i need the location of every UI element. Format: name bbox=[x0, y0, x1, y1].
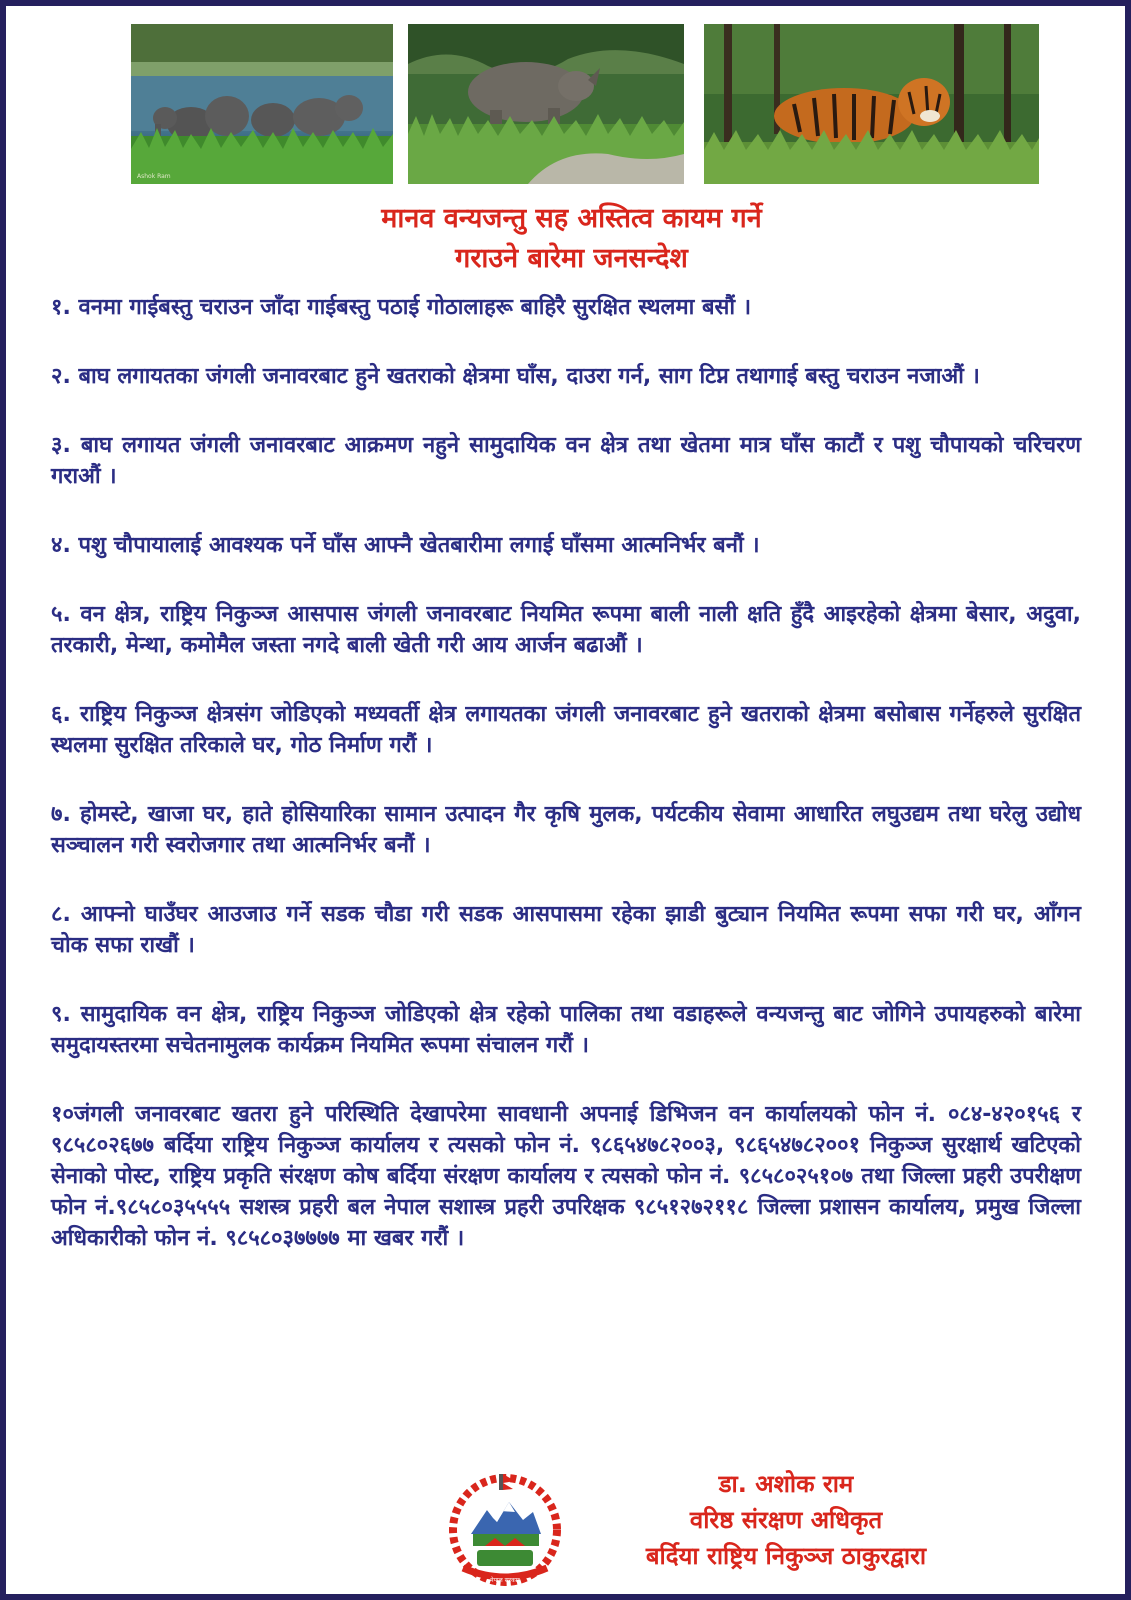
notice-item-3: ३. बाघ लगायत जंगली जनावरबाट आक्रमण नहुने सामुदायिक वन क्षेत्र तथा खेतमा मात्र घाँस काटौं र पशु चौपायको चरिचरण गराऔं । bbox=[51, 433, 1081, 489]
photo-strip bbox=[131, 24, 1039, 184]
notice-item-8: ८. आफ्नो घाउँघर आउजाउ गर्ने सडक चौडा गरी सडक आसपासमा रहेका झाडी बुट्यान नियमित रूपमा सफा गरी घर, आँगन चोक सफा राखौं । bbox=[51, 902, 1081, 958]
notice-body bbox=[51, 292, 1081, 1254]
notice-item-4: ४. पशु चौपायालाई आवश्यक पर्ने घाँस आफ्नै खेतबारीमा लगाई घाँसमा आत्मनिर्भर बनौं । bbox=[51, 533, 760, 558]
nepal-emblem-icon bbox=[443, 1472, 567, 1590]
notice-item-9: ९. सामुदायिक वन क्षेत्र, राष्ट्रिय निकुञ्ज जोडिएको क्षेत्र रहेको पालिका तथा वडाहरूले वन्यजन्तु बाट जोगिने उपायहरुको बारेमा समुदायस्तरमा सचेतनामुलक कार्यक्रम नियमित रूपमा संचालन गरौं । bbox=[51, 1002, 1081, 1058]
notice-item-2: २. बाघ लगायतका जंगली जनावरबाट हुने खतराको क्षेत्रमा घाँस, दाउरा गर्न, साग टिप्न तथागाई बस्तु चराउन नजाऔं । bbox=[51, 364, 980, 389]
notice-item-1: १. वनमा गाईबस्तु चराउन जाँदा गाईबस्तु पठाई गोठालाहरू बाहिरै सुरक्षित स्थलमा बसौं । bbox=[51, 295, 752, 320]
title-line-2: गराउने बारेमा जनसन्देश bbox=[455, 243, 688, 274]
notice-item-10: १०जंगली जनावरबाट खतरा हुने परिस्थिति देखापरेमा सावधानी अपनाई डिभिजन वन कार्यालयको फोन नं. ०८४-४२०१५६ र ९८५८०२६७७ बर्दिया राष्ट्रिय निकुञ्ज कार्यालय र त्यसको फोन नं. ९८६५४७८२००३, ९८६५४७८२००१ निकुञ्ज सुरक्षार्थ खटिएको सेनाको पोस्ट, राष्ट्रिय प्रकृति संरक्षण कोष बर्दिया संरक्षण कार्यालय र त्यसको फोन नं. ९८५८०२५१०७ तथा जिल्ला प्रहरी उपरीक्षण फोन नं.९८५८०३५५५५ सशस्त्र प्रहरी बल नेपाल सशास्त्र प्रहरी उपरिक्षक ९८५१२७२११८ जिल्ला प्रशासन कार्यालय, प्रमुख जिल्ला अधिकारीको फोन नं. ९८५८०३७७७७ मा खबर गरौं । bbox=[51, 1102, 1081, 1251]
notice-item-6: ६. राष्ट्रिय निकुञ्ज क्षेत्रसंग जोडिएको मध्यवर्ती क्षेत्र लगायतका जंगली जनावरबाट हुने खतराको क्षेत्रमा बसोबास गर्नेहरुले सुरक्षित स्थलमा सुरक्षित तरिकाले घर, गोठ निर्माण गरौं । bbox=[51, 702, 1081, 758]
title-line-1: मानव वन्यजन्तु सह अस्तित्व कायम गर्ने bbox=[381, 203, 762, 234]
notice-item-7: ७. होमस्टे, खाजा घर, हाते होसियारिका सामान उत्पादन गैर कृषि मुलक, पर्यटकीय सेवामा आधारित लघुउद्यम तथा घरेलु उद्योध सञ्चालन गरी स्वरोजगार तथा आत्मनिर्भर बनौं । bbox=[51, 802, 1081, 858]
signature-block bbox=[596, 1466, 976, 1574]
elephants-photo bbox=[131, 24, 393, 184]
rhino-photo bbox=[408, 24, 684, 184]
tiger-photo bbox=[704, 24, 1039, 184]
signatory-designation: वरिष्ठ संरक्षण अधिकृत bbox=[689, 1506, 883, 1534]
signatory-office: बर्दिया राष्ट्रिय निकुञ्ज ठाकुरद्वारा bbox=[645, 1542, 927, 1570]
emblem-text: नेपाल सरकार bbox=[490, 1577, 520, 1584]
signatory-name: डा. अशोक राम bbox=[718, 1470, 854, 1498]
photo-credit: Ashok Ram bbox=[137, 173, 171, 180]
notice-item-5: ५. वन क्षेत्र, राष्ट्रिय निकुञ्ज आसपास जंगली जनावरबाट नियमित रूपमा बाली नाली क्षति हुँदै आइरहेको क्षेत्रमा बेसार, अदुवा, तरकारी, मेन्था, कमोमैल जस्ता नगदे बाली खेती गरी आय आर्जन बढाऔं । bbox=[51, 602, 1081, 658]
notice-title bbox=[6, 199, 1131, 279]
